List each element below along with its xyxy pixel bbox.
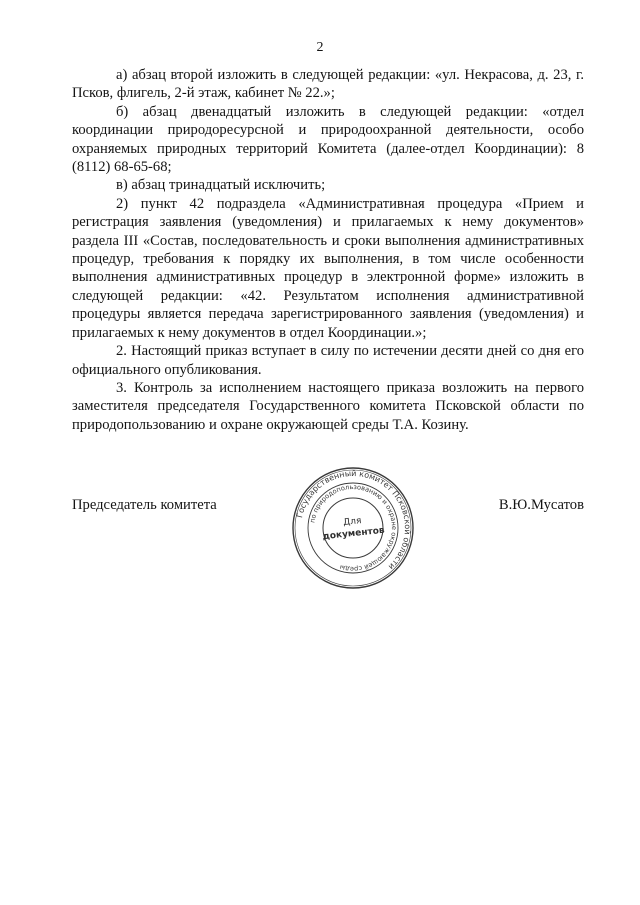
stamp-center-line2: документов xyxy=(322,525,386,543)
paragraph-item-b: б) абзац двенадцатый изложить в следующей редакции: «отдел координации природоресурсной и природоохранной деятельности, особо охраняемых природных территорий Комитета (далее-отдел Координации): 8 (8112) 68-65-68; xyxy=(72,103,584,176)
stamp-inner-text: по природопользованию и охране окружающей среды xyxy=(308,482,399,574)
paragraph-point-2: 2) пункт 42 подраздела «Административная процедура «Прием и регистрация заявления (уведомления) и прилагаемых к нему документов» раздела III «Состав, последовательность и сроки выполнения административных процедур, требования к порядку их выполнения, в том числе особенности выполнения административных процедур в электронной форме» изложить в следующей редакции: «42. Результатом исполнения административной процедуры является передача зарегистрированного заявления (уведомления) и прилагаемых к нему документов в отдел Координации.»; xyxy=(72,195,584,341)
signatory-title: Председатель комитета xyxy=(72,497,217,513)
paragraph-item-a: а) абзац второй изложить в следующей редакции: «ул. Некрасова, д. 23, г. Псков, флигель, 2-й этаж, кабинет № 22.»; xyxy=(72,67,584,102)
paragraph-control: 3. Контроль за исполнением настоящего приказа возложить на первого заместителя председателя Государственного комитета Псковской области по природопользованию и охране окружающей среды Т.А. Козину. xyxy=(72,379,584,433)
paragraph-item-v: в) абзац тринадцатый исключить; xyxy=(116,177,326,194)
page-number: 2 xyxy=(316,40,324,55)
stamp-center-line1: Для xyxy=(342,516,362,528)
official-stamp xyxy=(291,466,415,590)
signatory-name: В.Ю.Мусатов xyxy=(498,497,584,513)
paragraph-effective-date: 2. Настоящий приказ вступает в силу по истечении десяти дней со дня его официального опубликования. xyxy=(72,343,584,378)
stamp-outer-text: Государственный комитет Псковской области xyxy=(295,468,413,572)
document-body xyxy=(72,66,584,434)
